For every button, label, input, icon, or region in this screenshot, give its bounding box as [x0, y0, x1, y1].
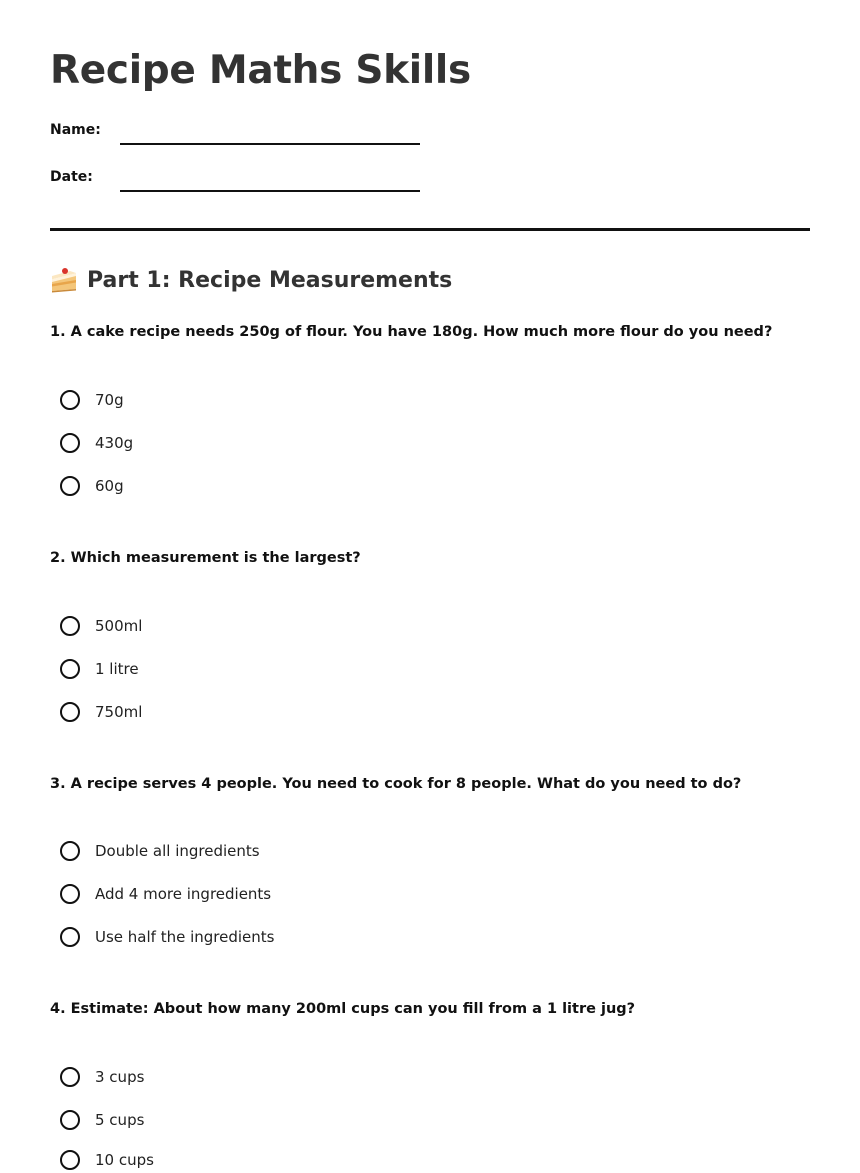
option-4a[interactable] [60, 1064, 144, 1090]
question-text: 3. A recipe serves 4 people. You need to cook for 8 people. What do you need to do? [50, 776, 742, 792]
option-label: 5 cups [95, 1111, 145, 1129]
date-label: Date: [50, 169, 93, 185]
option-3c[interactable] [60, 924, 274, 950]
radio-button[interactable] [60, 702, 80, 722]
option-1a[interactable] [60, 387, 124, 413]
option-label: Double all ingredients [95, 842, 260, 860]
section-title [50, 267, 452, 293]
option-4c[interactable] [60, 1147, 154, 1173]
date-field[interactable] [50, 169, 470, 199]
date-input-line[interactable] [120, 190, 420, 192]
question-text: 2. Which measurement is the largest? [50, 550, 361, 566]
option-label: 10 cups [95, 1151, 154, 1169]
option-label: 3 cups [95, 1068, 145, 1086]
option-label: 1 litre [95, 660, 139, 678]
cake-slice-icon [50, 267, 78, 293]
option-2a[interactable] [60, 613, 142, 639]
radio-button[interactable] [60, 1067, 80, 1087]
option-label: Add 4 more ingredients [95, 885, 272, 903]
radio-button[interactable] [60, 659, 80, 679]
radio-button[interactable] [60, 390, 80, 410]
radio-button[interactable] [60, 433, 80, 453]
option-1c[interactable] [60, 473, 124, 499]
name-input-line[interactable] [120, 143, 420, 145]
radio-button[interactable] [60, 476, 80, 496]
name-label: Name: [50, 122, 101, 138]
radio-button[interactable] [60, 884, 80, 904]
question-text: 4. Estimate: About how many 200ml cups can you fill from a 1 litre jug? [50, 1001, 636, 1017]
radio-button[interactable] [60, 841, 80, 861]
option-label: 430g [95, 434, 134, 452]
option-label: 60g [95, 477, 124, 495]
radio-button[interactable] [60, 1110, 80, 1130]
option-4b[interactable] [60, 1107, 144, 1133]
option-label: Use half the ingredients [95, 928, 275, 946]
page-title: Recipe Maths Skills [50, 48, 471, 93]
option-3b[interactable] [60, 881, 271, 907]
option-3a[interactable] [60, 838, 260, 864]
option-2b[interactable] [60, 656, 139, 682]
option-label: 500ml [95, 617, 143, 635]
section-title-text: Part 1: Recipe Measurements [87, 267, 453, 293]
header-divider [50, 228, 810, 231]
question-text: 1. A cake recipe needs 250g of flour. You have 180g. How much more flour do you need? [50, 324, 773, 340]
radio-button[interactable] [60, 1150, 80, 1170]
option-label: 70g [95, 391, 124, 409]
option-label: 750ml [95, 703, 143, 721]
option-2c[interactable] [60, 699, 142, 725]
radio-button[interactable] [60, 616, 80, 636]
radio-button[interactable] [60, 927, 80, 947]
option-1b[interactable] [60, 430, 133, 456]
name-field[interactable] [50, 122, 470, 152]
